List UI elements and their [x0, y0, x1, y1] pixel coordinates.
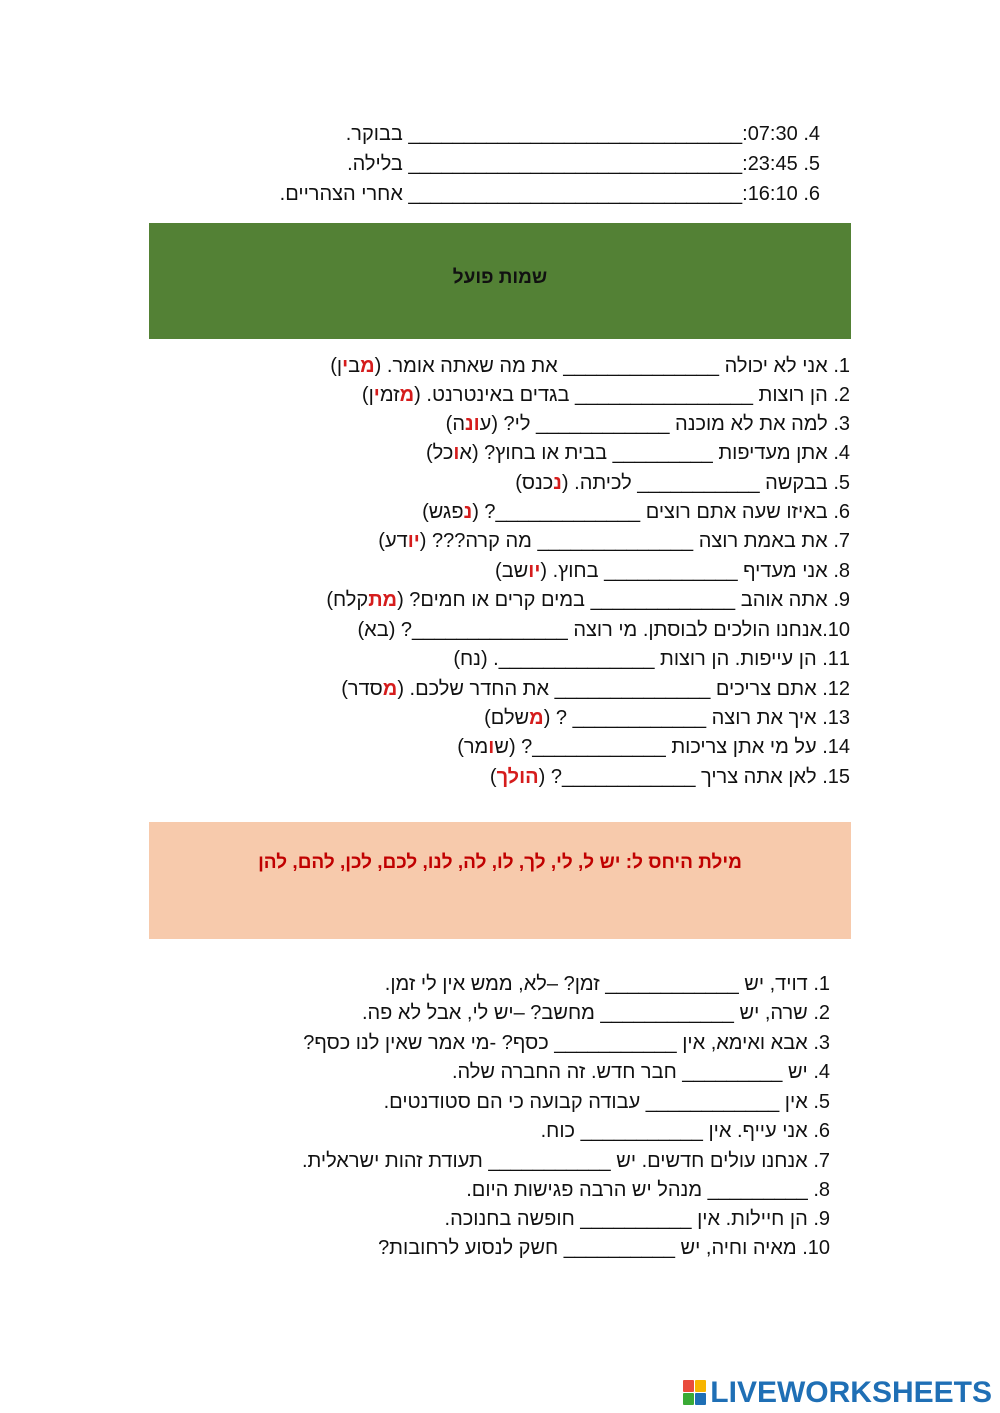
line-text: שרה, יש ____________ מחשב? –יש לי, אבל לא פה.	[361, 1002, 808, 1024]
exercise-line	[0, 1029, 830, 1058]
line-text: כנס)	[515, 472, 554, 494]
highlight-letters: ו	[453, 442, 460, 464]
highlight-letters: מ	[399, 384, 415, 406]
line-text: )	[489, 766, 497, 788]
line-text: קלח)	[326, 589, 369, 611]
exercise-line	[0, 1205, 830, 1234]
exercise-line	[0, 645, 850, 674]
line-number: 6.	[833, 501, 850, 523]
exercise-line	[0, 352, 850, 381]
line-text: איך את רוצה ____________ ? (	[543, 707, 817, 729]
exercise-line	[0, 1088, 830, 1117]
exercise-line	[0, 675, 850, 704]
time-line	[0, 120, 820, 149]
highlight-letters: יו	[407, 530, 420, 552]
line-text: דע)	[378, 530, 408, 552]
line-number: 15.	[822, 766, 850, 788]
section-banner-preposition	[149, 822, 851, 939]
line-text: הן עייפות. הן רוצות ______________. (נח)	[453, 648, 817, 670]
highlight-letters: י	[373, 384, 380, 406]
time-value: 16:10	[747, 183, 798, 205]
line-text: על מי אתן צריכות ____________? (ש	[494, 736, 817, 758]
exercise-line	[0, 410, 850, 439]
line-text: לאן אתה צריך ____________? (	[538, 766, 817, 788]
highlight-letters: נ	[463, 501, 473, 523]
line-text: _________ מנהל יש הרבה פגישות היום.	[466, 1179, 808, 1201]
line-text: באיזו שעה אתם רוצים _____________? (	[472, 501, 828, 523]
line-text: מאיה וחיה, יש __________ חשק לנסוע לרחובות?	[378, 1237, 797, 1259]
line-text: אנחנו הולכים לבוסתן. מי רוצה ______________? (בא)	[357, 619, 823, 641]
line-number: 1.	[833, 355, 850, 377]
line-text: אתה אוהב _____________ במים קרים או חמים? (	[397, 589, 828, 611]
time-line	[0, 150, 820, 179]
exercise-line	[0, 498, 850, 527]
exercise-line	[0, 527, 850, 556]
highlight-letters: מ	[529, 707, 544, 729]
line-text: :______________________________ אחרי הצהריים.	[279, 183, 748, 205]
exercise-line	[0, 970, 830, 999]
line-text: מר)	[457, 736, 489, 758]
line-number: 5.	[803, 153, 820, 175]
line-number: 10.	[822, 619, 850, 641]
line-number: 9.	[813, 1208, 830, 1230]
exercise-line	[0, 586, 850, 615]
line-text: אבא ואימא, אין ___________ כסף? -מי אמר שאין לנו כסף?	[303, 1032, 808, 1054]
line-number: 14.	[822, 736, 850, 758]
exercise-line	[0, 1234, 830, 1263]
exercise-line	[0, 616, 850, 645]
line-text: שב)	[495, 560, 529, 582]
line-text: שלם)	[484, 707, 530, 729]
line-number: 7.	[833, 530, 850, 552]
line-text: אין ____________ עבודה קבועה כי הם סטודנטים.	[383, 1091, 808, 1113]
exercise-line	[0, 1176, 830, 1205]
line-number: 4.	[813, 1061, 830, 1083]
line-number: 1.	[813, 973, 830, 995]
line-text: ה)	[445, 413, 465, 435]
highlight-letters: ו	[488, 736, 495, 758]
exercise-line	[0, 1147, 830, 1176]
line-text: יש _________ חבר חדש. זה החברה שלה.	[451, 1061, 808, 1083]
section-banner-infinitives	[149, 223, 851, 339]
exercise-line	[0, 999, 830, 1028]
line-number: 5.	[833, 472, 850, 494]
exercise-line	[0, 381, 850, 410]
line-text: בבקשה ___________ לכיתה. (	[561, 472, 828, 494]
highlight-letters: מת	[368, 589, 398, 611]
section-title: שמות פועל	[452, 267, 548, 288]
line-text: ן)	[330, 355, 343, 377]
line-text: למה את לא מוכנה ____________ לי? (ע	[479, 413, 828, 435]
line-text: אני עייף. אין ___________ כוח.	[540, 1120, 808, 1142]
line-number: 3.	[813, 1032, 830, 1054]
line-number: 4.	[803, 123, 820, 145]
time-line	[0, 180, 820, 209]
logo-text: LIVEWORKSHEETS	[710, 1376, 992, 1409]
exercise-line	[0, 439, 850, 468]
line-text: אני לא יכולה ______________ את מה שאתה אומר. (	[374, 355, 828, 377]
exercise-line	[0, 733, 850, 762]
line-text: אנחנו עולים חדשים. יש ___________ תעודת זהות ישראלית.	[301, 1150, 808, 1172]
line-text: ב	[348, 355, 361, 377]
section-title: מילת היחס ל: יש ל, לי, לך, לו, לה, לנו, לכם, לכן, להם, להן	[258, 852, 742, 873]
exercise-line	[0, 1117, 830, 1146]
line-number: 8.	[833, 560, 850, 582]
highlight-letters: יו	[528, 560, 541, 582]
line-number: 12.	[822, 678, 850, 700]
line-number: 10.	[802, 1237, 830, 1259]
line-text: הן רוצות ________________ בגדים באינטרנט. (	[414, 384, 828, 406]
time-value: 23:45	[747, 153, 798, 175]
highlight-letters: י	[342, 355, 349, 377]
line-number: 9.	[833, 589, 850, 611]
line-text: אתם צריכים ______________ את החדר שלכם. (	[397, 678, 817, 700]
line-number: 8.	[813, 1179, 830, 1201]
line-number: 6.	[813, 1120, 830, 1142]
highlight-letters: הולך	[496, 766, 539, 788]
line-number: 4.	[833, 442, 850, 464]
exercise-line	[0, 469, 850, 498]
highlight-letters: מ	[382, 678, 398, 700]
line-number: 7.	[813, 1150, 830, 1172]
line-number: 6.	[803, 183, 820, 205]
line-number: 2.	[813, 1002, 830, 1024]
line-text: אתן מעדיפות _________ בבית או בחוץ? (א	[459, 442, 828, 464]
line-text: כל)	[426, 442, 454, 464]
line-text: דויד, יש ____________ זמן? –לא, ממש אין לי זמן.	[384, 973, 808, 995]
line-number: 3.	[833, 413, 850, 435]
highlight-letters: ונ	[465, 413, 480, 435]
exercise-line	[0, 763, 850, 792]
line-text: את באמת רוצה ______________ מה קרה??? (	[419, 530, 828, 552]
line-text: סדר)	[341, 678, 383, 700]
line-text: אני מעדיף ____________ בחוץ. (	[540, 560, 828, 582]
line-number: 13.	[822, 707, 850, 729]
line-text: זמ	[379, 384, 400, 406]
line-text: ן)	[361, 384, 374, 406]
exercise-line	[0, 1058, 830, 1087]
line-number: 2.	[833, 384, 850, 406]
time-value: 07:30	[747, 123, 798, 145]
exercise-line	[0, 704, 850, 733]
line-number: 11.	[822, 648, 850, 670]
highlight-letters: מ	[360, 355, 375, 377]
line-number: 5.	[813, 1091, 830, 1113]
line-text: :______________________________ בלילה.	[347, 153, 748, 175]
exercise-line	[0, 557, 850, 586]
line-text: הן חיילות. אין __________ חופשה בחנוכה.	[444, 1208, 808, 1230]
logo-squares-icon	[683, 1380, 707, 1406]
highlight-letters: נ	[553, 472, 562, 494]
liveworksheets-logo[interactable]	[683, 1376, 992, 1410]
line-text: :______________________________ בבוקר.	[345, 123, 748, 145]
line-text: פגש)	[422, 501, 464, 523]
